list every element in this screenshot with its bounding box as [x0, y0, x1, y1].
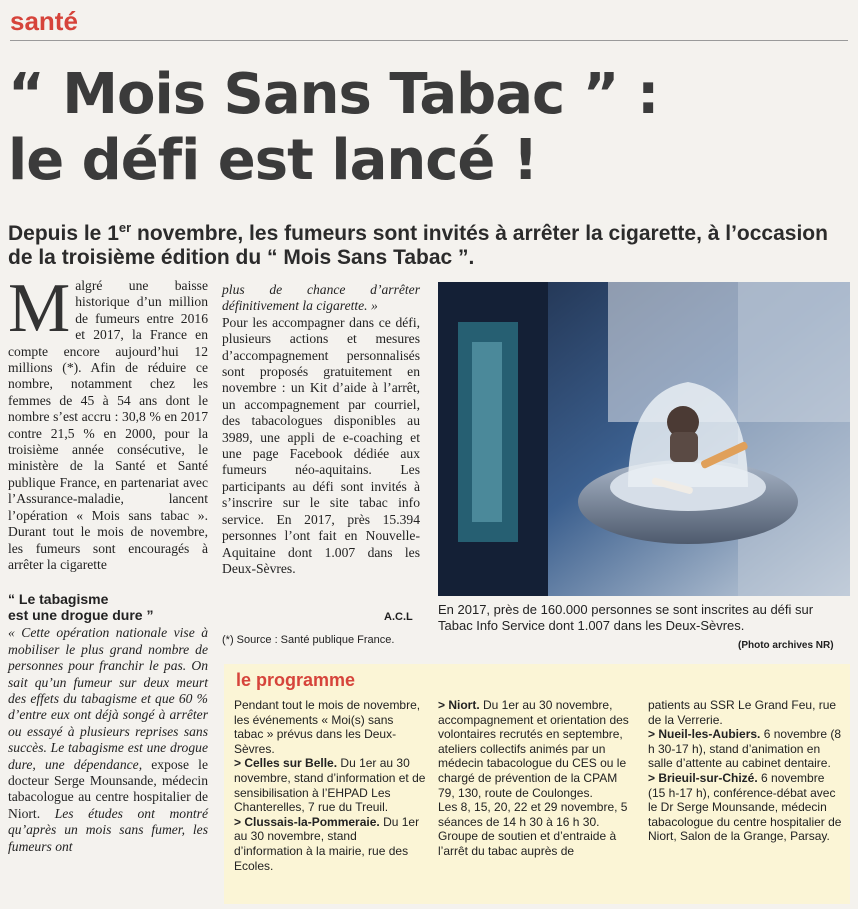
programme-title: le programme: [236, 670, 356, 690]
programme-column-2: [438, 698, 634, 859]
section-rule: [10, 40, 848, 41]
programme-text: Du 1er au 30 novembre, accompagnement et orientation des volontaires recrutés en septembre, ateliers collectifs animés par un médecin tabacologue du CES ou le chargé de prévention de la CPAM 79, 130, route de Coulonges.: [438, 698, 629, 800]
column-2-quote: plus de chance d’arrêter définitivement la cigarette. »: [222, 282, 420, 314]
section-label: santé: [10, 6, 78, 36]
programme-place: > Clussais-la-Pommeraie.: [234, 814, 380, 829]
programme-text: 6 novembre (8 h 30-17 h), stand d’animation en salle d’attente au cabinet dentaire.: [648, 727, 842, 771]
headline-line-1: “ Mois Sans Tabac ” :: [8, 62, 659, 127]
programme-item: [648, 727, 844, 771]
article-photo: [438, 282, 850, 596]
source-note: (*) Source : Santé publique France.: [222, 634, 395, 646]
programme-box: [224, 664, 850, 904]
standfirst-sup: er: [118, 220, 132, 235]
programme-text: Du 1er au 30 novembre, stand d’information et de sensibilisation à l’EHPAD Les Chanterelles, 7 rue du Treuil.: [234, 756, 426, 815]
byline: A.C.L: [384, 611, 413, 623]
headline-line-2: le défi est lancé !: [8, 128, 538, 193]
programme-item: [234, 756, 426, 814]
article-paragraph-1: algré une baisse historique d’un million de fumeurs entre 2016 et 2017, la France en compte encore aujourd’hui 12 millions (*). Afin de réduire ce nombre, notamment chez les femmes de 45 à 54 ans dont le nombre s’est accru : 30,8 % en 2017 contre 21,5 % en 2000, pour la troisième année consécutive, le ministère de la Santé et Santé publique France, en partenariat avec l’Assurance-maladie, lancent l’opération « Mois sans tabac ». Durant tout le mois de novembre, les fumeurs sont encouragés à arrêter la cigarette: [8, 278, 208, 572]
programme-item: [648, 771, 844, 844]
programme-place: > Celles sur Belle.: [234, 756, 338, 771]
programme-place: > Nueil-les-Aubiers.: [648, 727, 761, 742]
article-column-2: [222, 282, 420, 577]
article-subhead: [8, 591, 208, 623]
headline: [8, 62, 848, 194]
standfirst-before: Depuis le 1: [8, 222, 119, 245]
subhead-line-2: est une drogue dure ”: [8, 607, 154, 624]
programme-text: Les 8, 15, 20, 22 et 29 novembre, 5 séances de 14 h 30 à 16 h 30. Groupe de soutien et d’entraide à l’arrêt du tabac auprès de: [438, 800, 628, 858]
programme-item: [438, 800, 634, 858]
column-2-paragraph: Pour les accompagner dans ce défi, plusieurs actions et mesures d’accompagnement personnalisés sont proposés gratuitement en novembre : un Kit d’aide à l’arrêt, un accompagnement par courriel, des tabacologues disponibles au 3989, une appli de e-coaching et une page Facebook dédiée aux fumeurs néo-aquitains. Les participants au défi sont invités à s’inscrire sur le site tabac info service. En 2017, près 15.394 personnes l’ont fait en Nouvelle-Aquitaine dont 1.007 dans les Deux-Sèvres.: [222, 314, 420, 576]
programme-item: [438, 698, 634, 800]
programme-place: > Niort.: [438, 698, 480, 712]
quote-part-1: « Cette opération nationale vise à mobiliser le plus grand nombre de personnes pour franchir le pas. On sait qu’un fumeur sur deux meurt des effets du tabagisme et que 60 % d’entre eux ont déjà songé à arrêter ou essayé à plusieurs reprises sans succès. Le tabagisme est une drogue dure, une dépendance,: [8, 625, 208, 772]
programme-text: Du 1er au 30 novembre, stand d’information à la mairie, rue des Ecoles.: [234, 814, 420, 873]
programme-item: [648, 698, 844, 727]
standfirst-after: novembre, les fumeurs sont invités à arrêter la cigarette, à l’occasion de la troisième édition du “ Mois Sans Tabac ”.: [8, 222, 828, 269]
photo-credit: (Photo archives NR): [738, 640, 834, 651]
photo-caption: En 2017, près de 160.000 personnes se sont inscrites au défi sur Tabac Info Service dont 1.007 dans les Deux-Sèvres.: [438, 602, 814, 633]
programme-column-3: [648, 698, 844, 844]
programme-intro: Pendant tout le mois de novembre, les événements « Moi(s) sans tabac » prévus dans les Deux-Sèvres.: [234, 698, 421, 756]
photo-illustration: [438, 282, 850, 596]
programme-column-1: [234, 698, 426, 873]
standfirst: [8, 216, 838, 270]
article-column-1: [8, 270, 208, 855]
drop-cap: M: [8, 270, 71, 347]
quote-attribution: expose le docteur Serge Mounsande, médecin tabacologue au centre hospitalier de Niort.: [8, 756, 208, 821]
article-quote: [8, 625, 208, 855]
quote-part-2: Les études ont montré qu’après un mois sans fumer, les fumeurs ont: [8, 805, 208, 854]
programme-text: patients au SSR Le Grand Feu, rue de la Verrerie.: [648, 698, 837, 727]
programme-text: 6 novembre (15 h-17 h), conférence-débat avec le Dr Serge Mounsande, médecin tabacologue du centre hospitalier de Niort, Salon de la Grange, Parsay.: [648, 770, 842, 844]
programme-item: [234, 815, 426, 873]
subhead-line-1: “ Le tabagisme: [8, 591, 109, 608]
programme-place: > Brieuil-sur-Chizé.: [648, 770, 758, 785]
